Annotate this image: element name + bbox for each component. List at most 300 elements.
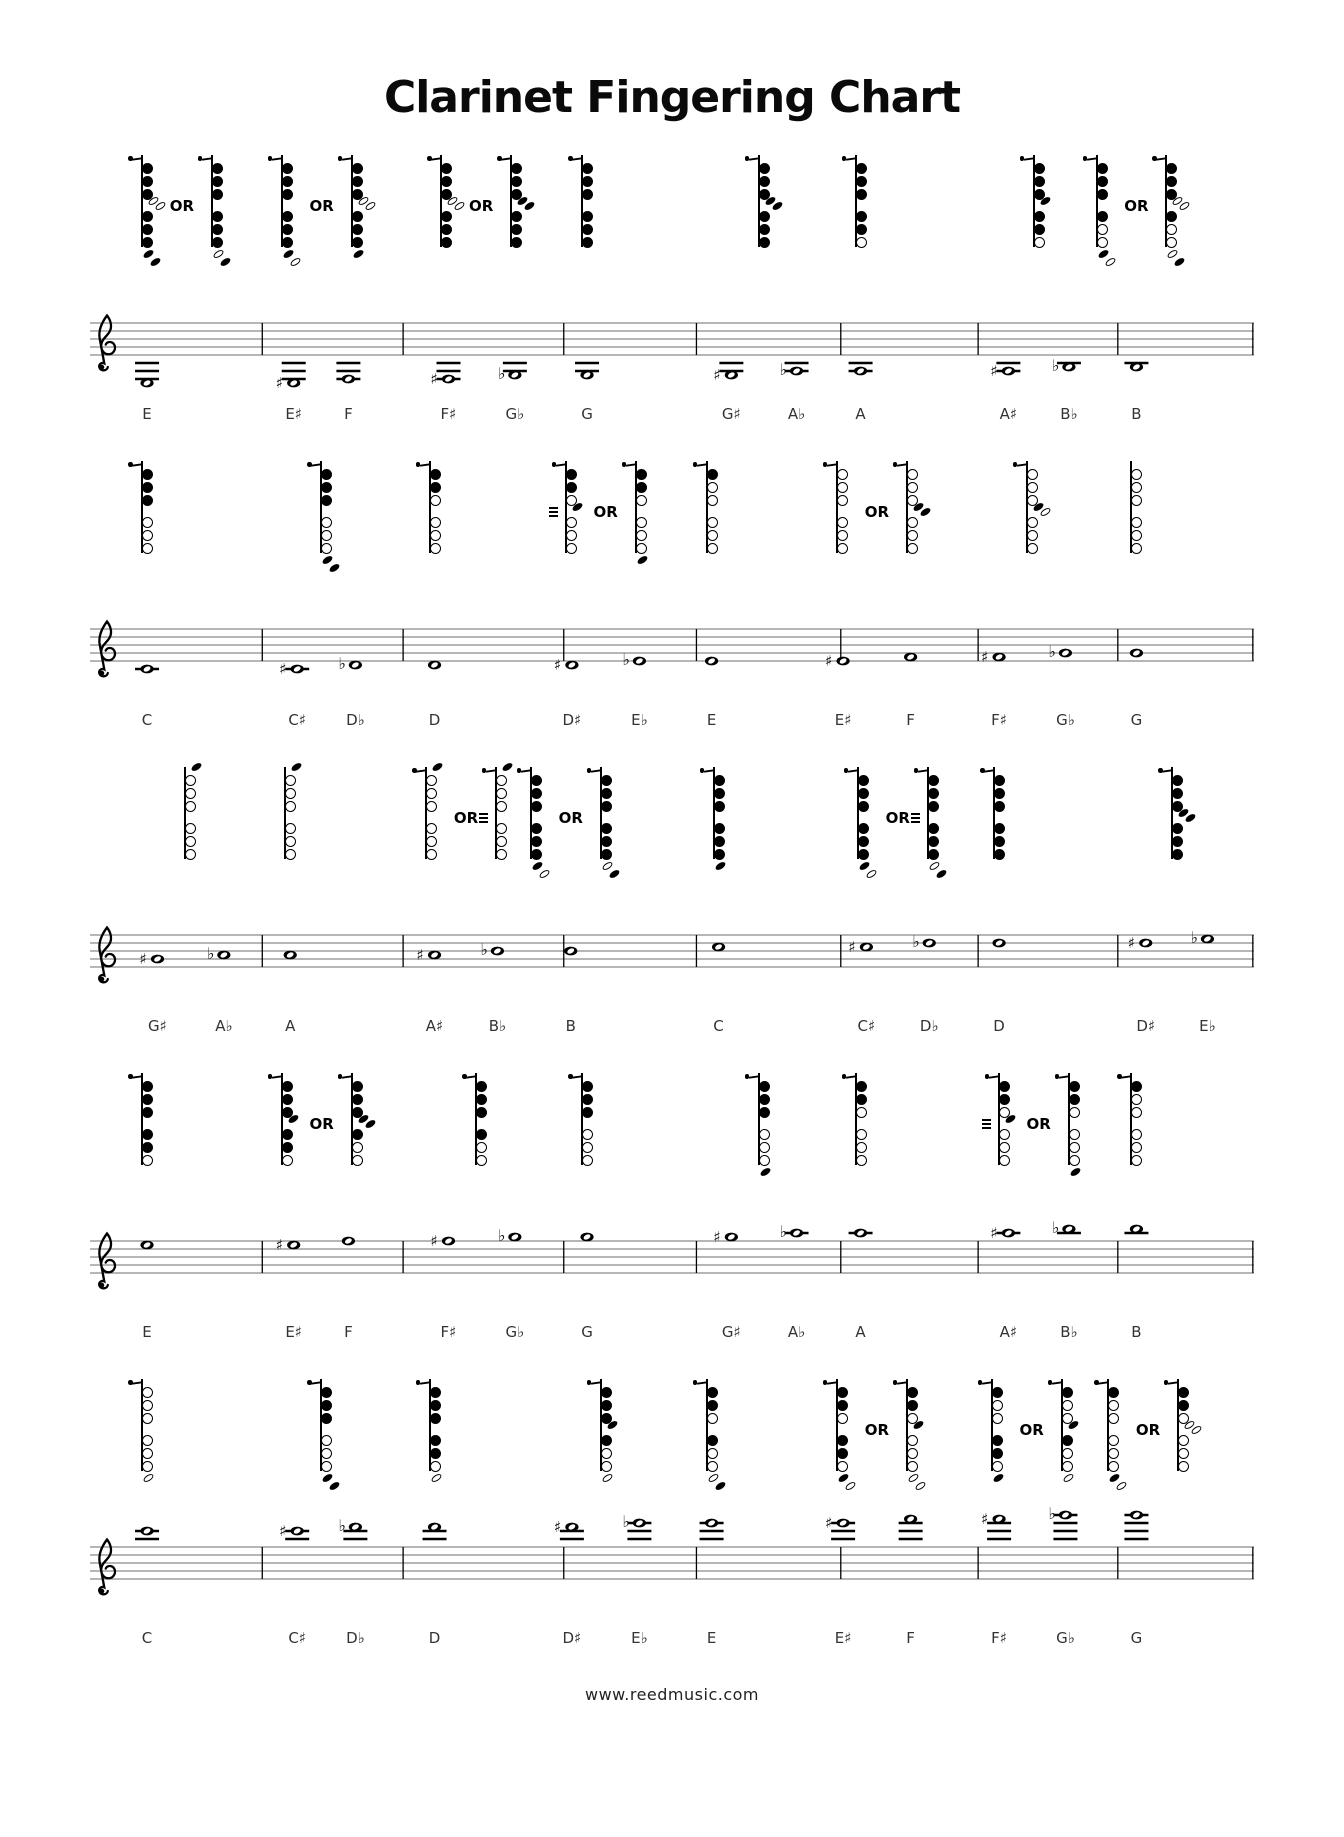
whole-note [1130, 649, 1143, 658]
fingering-diagram [279, 155, 295, 277]
tone-hole [430, 517, 441, 528]
note-name-label: E♯ [834, 1629, 852, 1647]
or-label: OR [1019, 1421, 1044, 1439]
tone-hole [511, 163, 522, 174]
tone-hole [582, 1107, 593, 1118]
tone-hole [352, 1081, 363, 1092]
note-name-label: F♯ [440, 405, 457, 423]
thumb-key-icon [842, 1074, 847, 1079]
note-name-label: F [344, 405, 353, 423]
tone-hole [566, 482, 577, 493]
side-key-icon [601, 860, 613, 871]
whole-note [284, 951, 297, 960]
tone-hole [837, 543, 848, 554]
tone-hole [212, 211, 223, 222]
note-names [90, 709, 1254, 733]
thumb-key-icon [1055, 1074, 1060, 1079]
thumb-key-icon [693, 462, 698, 467]
tone-hole [928, 801, 939, 812]
note-name-label: E [142, 1323, 152, 1341]
tone-hole [994, 788, 1005, 799]
tone-hole [142, 1107, 153, 1118]
tone-hole [1178, 1448, 1189, 1459]
side-trill-keys-icon [911, 813, 920, 824]
tone-hole [856, 224, 867, 235]
tone-hole [907, 1461, 918, 1472]
sharp-accidental: ♯ [553, 656, 562, 674]
tone-hole [1166, 237, 1177, 248]
note-names [90, 1015, 1254, 1039]
fingering-diagram [855, 767, 871, 889]
tone-hole [1166, 176, 1177, 187]
tone-hole [928, 836, 939, 847]
side-key-icon [1062, 1472, 1074, 1483]
tone-hole [441, 237, 452, 248]
side-key-icon [935, 868, 947, 879]
side-key-icon [707, 1472, 719, 1483]
note-name-label: B [1131, 405, 1142, 423]
sharp-accidental: ♯ [275, 374, 283, 392]
tone-hole [994, 801, 1005, 812]
fingering-diagram [633, 461, 649, 583]
whole-note [705, 1519, 718, 1528]
tone-hole [212, 163, 223, 174]
or-label: OR [1026, 1115, 1051, 1133]
tone-hole [759, 1094, 770, 1105]
tone-hole [1069, 1081, 1080, 1092]
whole-note [992, 939, 1005, 948]
tone-hole [759, 211, 770, 222]
tone-hole [1027, 517, 1038, 528]
whole-note [151, 955, 164, 964]
note-name-label: D♯ [562, 1629, 582, 1647]
tone-hole [907, 469, 918, 480]
fingering-diagram [209, 155, 225, 277]
fingering-diagram [834, 461, 850, 583]
whole-note [140, 379, 153, 388]
chart-rows [90, 151, 1254, 1651]
thumb-key-icon [338, 156, 343, 161]
tone-hole [582, 224, 593, 235]
tone-hole [142, 517, 153, 528]
side-key-icon [601, 1472, 613, 1483]
tone-hole [928, 823, 939, 834]
side-key-icon [322, 554, 334, 565]
tone-hole [999, 1094, 1010, 1105]
tone-hole [1131, 1094, 1142, 1105]
tone-hole [856, 1107, 867, 1118]
tone-hole [185, 801, 196, 812]
flat-accidental: ♭ [779, 1222, 788, 1241]
note-name-label: G [1130, 1629, 1143, 1647]
tone-hole [636, 482, 647, 493]
whole-note [442, 375, 455, 384]
tone-hole [511, 211, 522, 222]
tone-hole [601, 1448, 612, 1459]
thumb-key-icon [1094, 1380, 1099, 1385]
side-key-icon [329, 1480, 341, 1491]
side-key-icon [212, 248, 224, 259]
tone-hole [321, 1448, 332, 1459]
treble-clef-icon [99, 928, 115, 983]
note-name-label: E♭ [631, 1629, 648, 1647]
tone-hole [992, 1461, 1003, 1472]
staff [90, 277, 1254, 403]
whole-note [1201, 935, 1214, 944]
tone-hole [1108, 1461, 1119, 1472]
tone-hole [707, 1435, 718, 1446]
thumb-key-icon [307, 1380, 312, 1385]
fingering-diagram [1175, 1379, 1191, 1501]
tone-hole [352, 1155, 363, 1166]
treble-clef-icon [99, 622, 115, 677]
whole-note [1130, 1225, 1143, 1234]
side-key-icon [714, 860, 726, 871]
tone-hole [566, 530, 577, 541]
sharp-accidental: ♯ [848, 938, 856, 956]
side-key-icon [844, 1480, 856, 1491]
tone-hole [907, 482, 918, 493]
tone-hole [476, 1107, 487, 1118]
tone-hole [1108, 1413, 1119, 1424]
tone-hole [212, 189, 223, 200]
tone-hole [1166, 224, 1177, 235]
tone-hole [441, 163, 452, 174]
thumb-key-icon [198, 156, 203, 161]
tone-hole [426, 801, 437, 812]
tone-hole [999, 1081, 1010, 1092]
note-names [90, 403, 1254, 427]
or-label: OR [169, 197, 195, 215]
thumb-key-icon [482, 768, 487, 773]
fingering-diagrams [90, 457, 1254, 583]
tone-hole [142, 1129, 153, 1140]
fingering-diagram [1163, 155, 1179, 277]
side-key-icon [837, 1472, 849, 1483]
tone-hole [142, 1400, 153, 1411]
tone-hole [636, 530, 647, 541]
tone-hole [511, 176, 522, 187]
thumb-key-icon [980, 768, 985, 773]
tone-hole [1131, 1142, 1142, 1153]
fingering-diagram [579, 155, 595, 277]
fingering-diagram [989, 1379, 1005, 1501]
tone-hole [707, 482, 718, 493]
note-name-label: E♯ [834, 711, 852, 729]
side-trill-keys-icon [549, 507, 558, 518]
tone-hole [1172, 849, 1183, 860]
flat-accidental: ♭ [1051, 1218, 1060, 1237]
fingering-diagram [282, 767, 298, 889]
whole-note [992, 1515, 1005, 1524]
tone-hole [531, 775, 542, 786]
fingering-diagram [1059, 1379, 1075, 1501]
tone-hole [759, 176, 770, 187]
fingering-diagram [853, 1073, 869, 1195]
whole-note [725, 1233, 738, 1242]
fingering-diagram [756, 155, 772, 277]
side-key-icon [219, 256, 231, 267]
sharp-accidental: ♯ [279, 660, 287, 678]
tone-hole [999, 1155, 1010, 1166]
tone-hole [1097, 237, 1108, 248]
tone-hole [582, 1155, 593, 1166]
fingering-diagrams [90, 151, 1254, 277]
tone-hole [285, 823, 296, 834]
whole-note [291, 665, 304, 674]
flat-accidental: ♭ [497, 1226, 506, 1245]
tone-hole [142, 1387, 153, 1398]
staff [90, 1501, 1254, 1627]
side-key-icon [538, 868, 550, 879]
tone-hole [759, 163, 770, 174]
tone-hole [142, 543, 153, 554]
sharp-accidental: ♯ [553, 1518, 562, 1536]
tone-hole [142, 176, 153, 187]
tone-hole [430, 1400, 441, 1411]
thumb-key-icon [517, 768, 522, 773]
tone-hole [282, 1081, 293, 1092]
tone-hole [759, 1155, 770, 1166]
tone-hole [185, 788, 196, 799]
tone-hole [1178, 1387, 1189, 1398]
tone-hole [992, 1387, 1003, 1398]
note-name-label: C♯ [288, 1629, 307, 1647]
treble-clef-icon [99, 1234, 115, 1289]
note-name-label: C♯ [288, 711, 307, 729]
fingering-diagram [756, 1073, 772, 1195]
whole-note [1139, 939, 1152, 948]
tone-hole [1131, 1129, 1142, 1140]
side-key-icon [142, 248, 154, 259]
staff-svg [90, 1501, 1254, 1627]
whole-note [992, 653, 1005, 662]
tone-hole [282, 1155, 293, 1166]
note-name-label: D♭ [919, 1017, 939, 1035]
thumb-key-icon [823, 1380, 828, 1385]
tone-hole [321, 482, 332, 493]
whole-note [565, 661, 578, 670]
tone-hole [282, 211, 293, 222]
tone-hole [285, 788, 296, 799]
or-label: OR [1124, 197, 1149, 215]
fingering-diagram [427, 461, 443, 583]
tone-hole [992, 1413, 1003, 1424]
tone-hole [430, 482, 441, 493]
tone-hole [531, 788, 542, 799]
tone-hole [352, 237, 363, 248]
whole-note [904, 653, 917, 662]
whole-note [580, 1233, 593, 1242]
tone-hole [582, 237, 593, 248]
tone-hole [321, 1387, 332, 1398]
tone-hole [707, 530, 718, 541]
fingering-diagram [1031, 155, 1047, 277]
sharp-accidental: ♯ [275, 1236, 283, 1254]
tone-hole [321, 1461, 332, 1472]
or-label: OR [453, 809, 479, 827]
side-key-icon [352, 248, 364, 259]
note-name-label: C [141, 711, 153, 729]
side-key-icon [149, 256, 161, 267]
tone-hole [856, 1094, 867, 1105]
tone-hole [1062, 1435, 1073, 1446]
tone-hole [496, 788, 507, 799]
side-key-icon [190, 761, 202, 772]
flat-accidental: ♭ [1048, 642, 1056, 661]
whole-note [923, 939, 936, 948]
tone-hole [636, 543, 647, 554]
tone-hole [321, 495, 332, 506]
tone-hole [582, 1142, 593, 1153]
thumb-key-icon [745, 156, 750, 161]
tone-hole [282, 1142, 293, 1153]
fingering-diagram [139, 155, 155, 277]
tone-hole [928, 849, 939, 860]
tone-hole [142, 469, 153, 480]
thumb-key-icon [700, 768, 705, 773]
tone-hole [994, 823, 1005, 834]
note-name-label: E♯ [285, 405, 303, 423]
chart-row-row-5 [90, 1375, 1254, 1651]
thumb-key-icon [568, 156, 573, 161]
tone-hole [601, 788, 612, 799]
tone-hole [1097, 176, 1108, 187]
tone-hole [1069, 1107, 1080, 1118]
fingering-diagram [349, 155, 365, 277]
tone-hole [582, 163, 593, 174]
tone-hole [1166, 211, 1177, 222]
whole-note [428, 661, 441, 670]
tone-hole [759, 1107, 770, 1118]
tone-hole [856, 163, 867, 174]
tone-hole [142, 1461, 153, 1472]
note-name-label: G [1130, 711, 1143, 729]
or-label: OR [468, 197, 494, 215]
tone-hole [496, 836, 507, 847]
tone-hole [142, 1081, 153, 1092]
whole-note [140, 1527, 153, 1536]
tone-hole [352, 1142, 363, 1153]
tone-hole [142, 530, 153, 541]
tone-hole [531, 801, 542, 812]
tone-hole [858, 823, 869, 834]
flat-accidental: ♭ [497, 364, 506, 383]
thumb-key-icon [128, 462, 133, 467]
side-key-icon [858, 860, 870, 871]
note-name-label: A♭ [787, 405, 806, 423]
tone-hole [496, 849, 507, 860]
tone-hole [582, 211, 593, 222]
tone-hole [1131, 469, 1142, 480]
side-key-icon [329, 562, 341, 573]
tone-hole [714, 823, 725, 834]
tone-hole [1108, 1448, 1119, 1459]
tone-hole [1034, 237, 1045, 248]
side-key-icon [992, 1472, 1004, 1483]
or-label: OR [558, 809, 583, 827]
sharp-accidental: ♯ [430, 1232, 438, 1250]
thumb-key-icon [978, 1380, 983, 1385]
tone-hole [856, 176, 867, 187]
staff [90, 889, 1254, 1015]
tone-hole [714, 836, 725, 847]
note-name-label: E♭ [1199, 1017, 1216, 1035]
side-key-icon [759, 1166, 771, 1177]
tone-hole [426, 823, 437, 834]
side-key-icon [430, 1472, 442, 1483]
tone-hole [837, 530, 848, 541]
sharp-accidental: ♯ [139, 950, 147, 968]
fingering-diagram [598, 1379, 614, 1501]
fingering-diagram [1105, 1379, 1121, 1501]
tone-hole [496, 801, 507, 812]
whole-note [428, 1523, 441, 1532]
tone-hole [496, 775, 507, 786]
tone-hole [1178, 1400, 1189, 1411]
tone-hole [1131, 482, 1142, 493]
tone-hole [992, 1448, 1003, 1459]
side-key-icon [431, 761, 443, 772]
tone-hole [285, 775, 296, 786]
sharp-accidental: ♯ [990, 362, 998, 380]
tone-hole [582, 1129, 593, 1140]
whole-note [1002, 367, 1015, 376]
treble-clef-icon [99, 1540, 115, 1595]
tone-hole [837, 1448, 848, 1459]
tone-hole [352, 1129, 363, 1140]
fingering-diagram [711, 767, 727, 889]
tone-hole [1069, 1129, 1080, 1140]
tone-hole [999, 1142, 1010, 1153]
tone-hole [1097, 189, 1108, 200]
or-label: OR [864, 503, 890, 521]
tone-hole [837, 495, 848, 506]
tone-hole [928, 775, 939, 786]
fingering-diagram [563, 461, 579, 583]
thumb-key-icon [893, 462, 898, 467]
tone-hole [907, 1387, 918, 1398]
whole-note [633, 1519, 646, 1528]
thumb-key-icon [416, 462, 421, 467]
note-name-label: F [344, 1323, 353, 1341]
tone-hole [994, 836, 1005, 847]
tone-hole [430, 1387, 441, 1398]
thumb-key-icon [823, 462, 828, 467]
fingering-diagram [508, 155, 524, 277]
fingering-diagram [1169, 767, 1185, 889]
fingering-diagram [1128, 461, 1144, 583]
note-name-label: G [581, 1323, 593, 1341]
flat-accidental: ♭ [480, 940, 488, 959]
sharp-accidental: ♯ [825, 1514, 833, 1532]
tone-hole [531, 836, 542, 847]
side-key-icon [1167, 248, 1179, 259]
fingering-diagram [704, 461, 720, 583]
tone-hole [511, 224, 522, 235]
thumb-key-icon [985, 1074, 990, 1079]
tone-hole [352, 163, 363, 174]
fingering-diagram [991, 767, 1007, 889]
side-key-icon [714, 1480, 726, 1491]
thumb-key-icon [268, 156, 273, 161]
thumb-key-icon [1164, 1380, 1169, 1385]
fingering-diagram [423, 767, 439, 889]
note-name-label: D [428, 1629, 441, 1647]
tone-hole [1027, 469, 1038, 480]
side-key-icon [928, 860, 940, 871]
fingering-diagram [279, 1073, 295, 1195]
